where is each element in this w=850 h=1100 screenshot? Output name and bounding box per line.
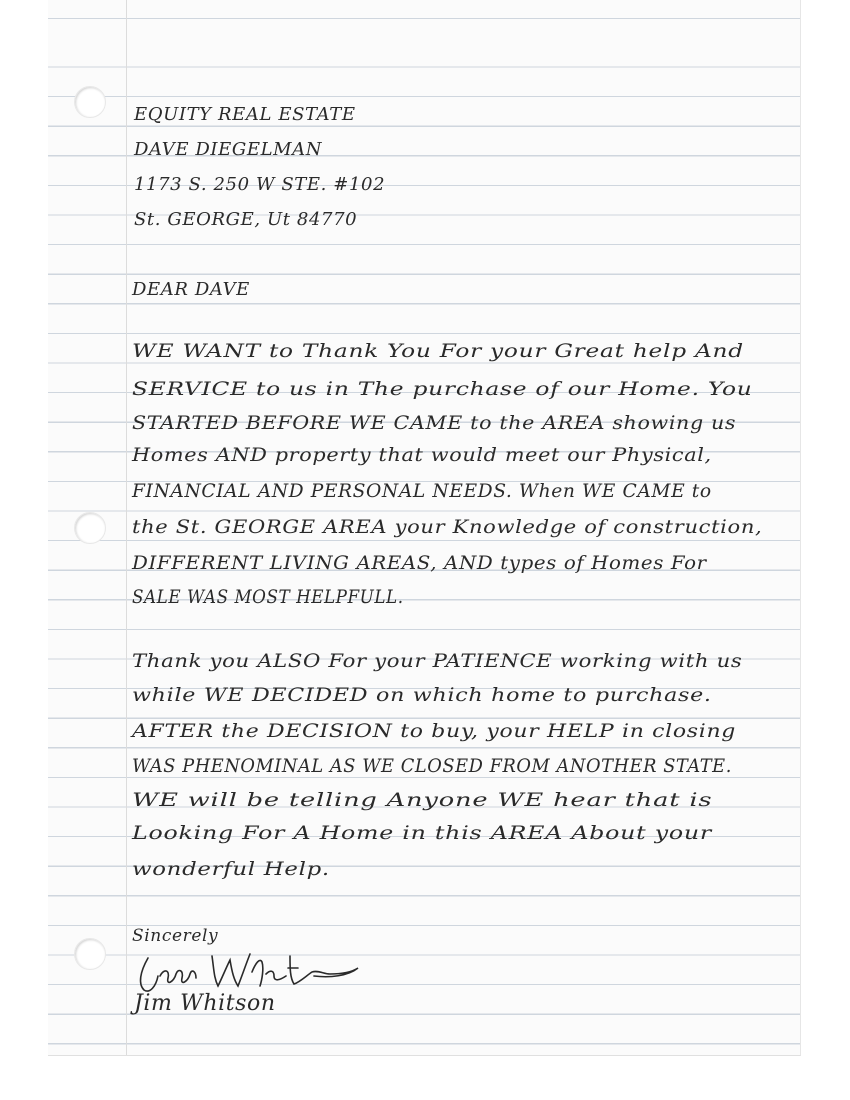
body-line: the St. GEORGE AREA your Knowledge of construction, (132, 516, 763, 538)
body-line: WAS PHENOMINAL AS WE CLOSED FROM ANOTHER STATE. (132, 755, 732, 777)
handwritten-signature (130, 946, 360, 996)
body-line: FINANCIAL AND PERSONAL NEEDS. When WE CAME to (132, 480, 712, 502)
body-line: wonderful Help. (132, 858, 330, 880)
body-line: SALE WAS MOST HELPFULL. (132, 586, 404, 608)
address-line: DAVE DIEGELMAN (134, 139, 323, 160)
signature-name: Jim Whitson (134, 991, 276, 1016)
address-line: St. GEORGE, Ut 84770 (134, 209, 358, 230)
punch-hole-middle (74, 512, 106, 544)
body-line: DIFFERENT LIVING AREAS, AND types of Homes For (132, 552, 707, 574)
body-line: SERVICE to us in The purchase of our Home. You (132, 378, 753, 400)
closing: Sincerely (132, 926, 219, 946)
body-line: AFTER the DECISION to buy, your HELP in closing (132, 720, 737, 742)
body-line: Thank you ALSO For your PATIENCE working with us (132, 650, 743, 672)
margin-line (126, 0, 127, 1055)
punch-hole-top (74, 86, 106, 118)
salutation: DEAR DAVE (132, 279, 250, 300)
address-line: EQUITY REAL ESTATE (134, 104, 356, 125)
body-line: WE WANT to Thank You For your Great help And (132, 340, 744, 362)
body-line: while WE DECIDED on which home to purchase. (132, 684, 712, 706)
body-line: Homes AND property that would meet our Physical, (132, 444, 712, 466)
punch-hole-bottom (74, 938, 106, 970)
address-line: 1173 S. 250 W STE. #102 (134, 174, 386, 195)
body-line: STARTED BEFORE WE CAME to the AREA showing us (132, 412, 737, 434)
body-line: Looking For A Home in this AREA About your (132, 822, 712, 844)
body-line: WE will be telling Anyone WE hear that is (132, 789, 713, 811)
